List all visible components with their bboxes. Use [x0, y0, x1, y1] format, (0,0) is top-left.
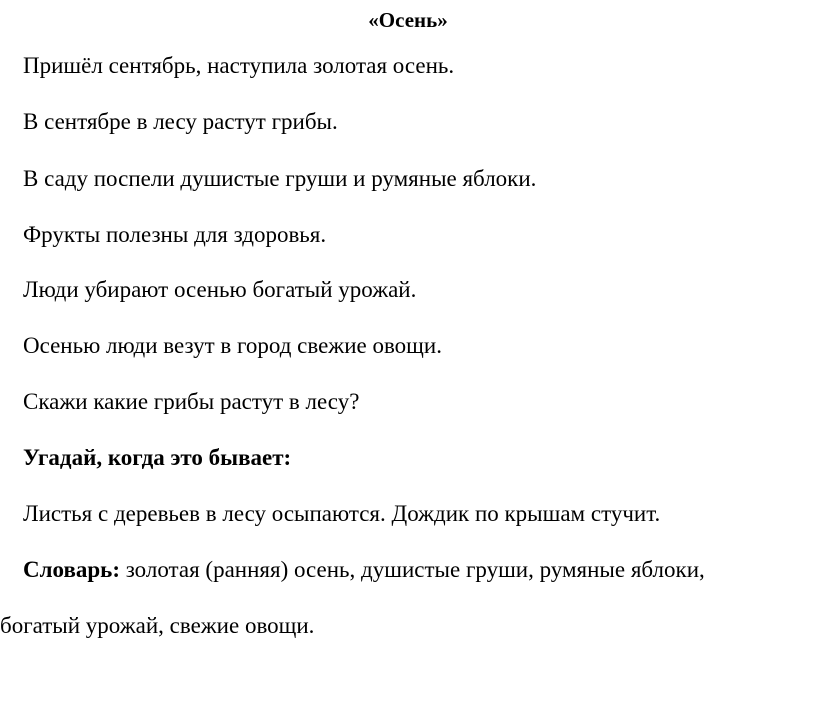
riddle-heading-text: Угадай, когда это бывает: — [23, 445, 292, 470]
question-line: Скажи какие грибы растут в лесу? — [23, 389, 360, 414]
riddle-heading — [23, 444, 291, 472]
text-line-2: В сентябре в лесу растут грибы. — [23, 109, 338, 134]
text-line-1: Пришёл сентябрь, наступила золотая осень. — [23, 53, 455, 78]
text-line-5: Люди убирают осенью богатый урожай. — [23, 277, 417, 302]
riddle-text: Листья с деревьев в лесу осыпаются. Дождик по крышам стучит. — [23, 501, 661, 526]
vocabulary-line-1 — [23, 556, 705, 584]
text-line-4: Фрукты полезны для здоровья. — [23, 222, 327, 247]
document-title: «Осень» — [368, 8, 448, 32]
text-line-3: В саду поспели душистые груши и румяные яблоки. — [23, 166, 537, 191]
vocabulary-text-1: золотая (ранняя) осень, душистые груши, румяные яблоки, — [119, 557, 705, 582]
vocabulary-label: Словарь: — [23, 557, 120, 582]
vocabulary-line-2: богатый урожай, свежие овощи. — [0, 613, 315, 638]
text-line-6: Осенью люди везут в город свежие овощи. — [23, 333, 442, 358]
